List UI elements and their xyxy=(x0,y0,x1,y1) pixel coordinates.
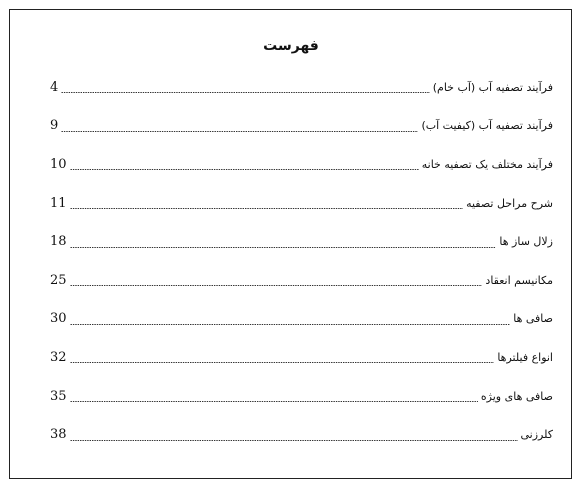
toc-entry-label: زلال ساز ها xyxy=(499,235,553,249)
toc-entry[interactable] xyxy=(50,377,553,416)
toc-page-number: 9 xyxy=(50,118,59,134)
toc-dot-leader xyxy=(70,324,511,325)
toc-page-number: 38 xyxy=(50,427,67,443)
toc-entry-label: صافی ها xyxy=(513,312,553,326)
toc-entry-label: فرآیند تصفیه آب (آب خام) xyxy=(432,80,553,94)
toc-entry[interactable] xyxy=(50,338,553,377)
toc-page-number: 25 xyxy=(50,272,67,288)
toc-page-number: 18 xyxy=(50,234,67,250)
toc-entry[interactable] xyxy=(50,261,553,300)
toc-entry-label: فرآیند تصفیه آب (کیفیت آب) xyxy=(421,119,553,133)
toc-entry-label: مکانیسم انعقاد xyxy=(485,273,553,287)
toc-dot-leader xyxy=(61,92,429,93)
toc-entry[interactable] xyxy=(50,222,553,261)
toc-entry[interactable] xyxy=(50,415,553,454)
toc-entry-label: صافی های ویژه xyxy=(480,389,553,403)
toc-entry[interactable] xyxy=(50,300,553,339)
toc-dot-leader xyxy=(70,362,495,363)
toc-dot-leader xyxy=(70,440,518,441)
toc-page-number: 30 xyxy=(50,311,67,327)
toc-entry-label: فرآیند مختلف یک تصفیه خانه xyxy=(421,157,553,171)
toc-dot-leader xyxy=(70,247,497,248)
toc-dot-leader xyxy=(70,169,419,170)
toc-title: فهرست xyxy=(263,38,319,54)
toc-page-number: 10 xyxy=(50,156,67,172)
toc-entry[interactable] xyxy=(50,145,553,184)
toc-entry[interactable] xyxy=(50,107,553,146)
toc-page-number: 35 xyxy=(50,388,67,404)
toc-entry[interactable] xyxy=(50,184,553,223)
toc-list xyxy=(50,68,553,454)
toc-page-number: 32 xyxy=(50,349,67,365)
toc-page-number: 11 xyxy=(50,195,67,211)
toc-dot-leader xyxy=(70,208,464,209)
toc-dot-leader xyxy=(70,285,483,286)
toc-entry-label: شرح مراحل تصفیه xyxy=(466,196,553,210)
toc-page-number: 4 xyxy=(50,79,59,95)
toc-dot-leader xyxy=(70,401,478,402)
toc-dot-leader xyxy=(61,131,418,132)
toc-entry-label: کلرزنی xyxy=(520,428,553,442)
toc-entry-label: انواع فیلترها xyxy=(497,350,553,364)
toc-entry[interactable] xyxy=(50,68,553,107)
